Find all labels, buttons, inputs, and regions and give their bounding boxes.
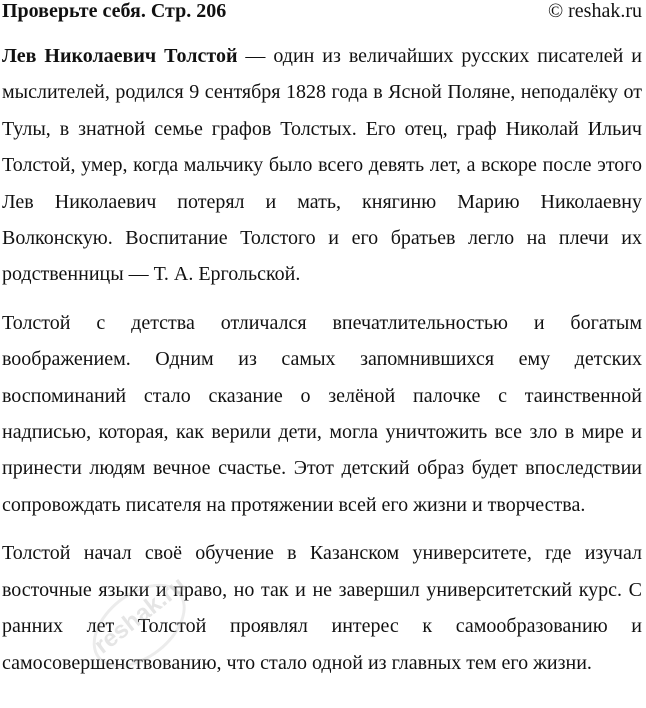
page-title: Проверьте себя. Стр. 206 <box>2 0 227 22</box>
paragraph-3-text: Толстой начал своё обучение в Казанском университете, где изучал восточные языки и право, но так и не завершил университетский курс. С ранних лет Толстой проявлял интерес к самообразованию и самосовершенствованию, что стало одной из главных тем его жизни. <box>2 542 642 674</box>
paragraph-3 <box>2 535 642 681</box>
watermark-text: reshak.ru <box>89 571 192 660</box>
source-label: © reshak.ru <box>547 0 642 22</box>
paragraph-2-text: Толстой с детства отличался впечатлительностью и богатым воображением. Одним из самых запомнившихся ему детских воспоминаний стало сказание о зелёной палочке с таинственной надписью, которая, как верили дети, могла уничтожить все зло в мире и принести людям вечное счастье. Этот детский образ будет впоследствии сопровождать писателя на протяжении всей его жизни и творчества. <box>2 311 642 516</box>
paragraph-1-text: — один из величайших русских писателей и мыслителей, родился 9 сентября 1828 года в Ясной Поляне, неподалёку от Тулы, в знатной семье графов Толстых. Его отец, граф Николай Ильич Толстой, умер, когда мальчику было всего девять лет, а вскоре после этого Лев Николаевич потерял и мать, княгиню Марию Николаевну Волконскую. Воспитание Толстого и его братьев легло на плечи их родственницы — Т. А. Ергольской. <box>2 45 642 286</box>
page-header <box>0 0 646 24</box>
paragraph-1 <box>2 38 642 293</box>
document-body <box>2 38 642 681</box>
author-name: Лев Николаевич Толстой <box>2 45 238 67</box>
paragraph-2 <box>2 305 642 523</box>
